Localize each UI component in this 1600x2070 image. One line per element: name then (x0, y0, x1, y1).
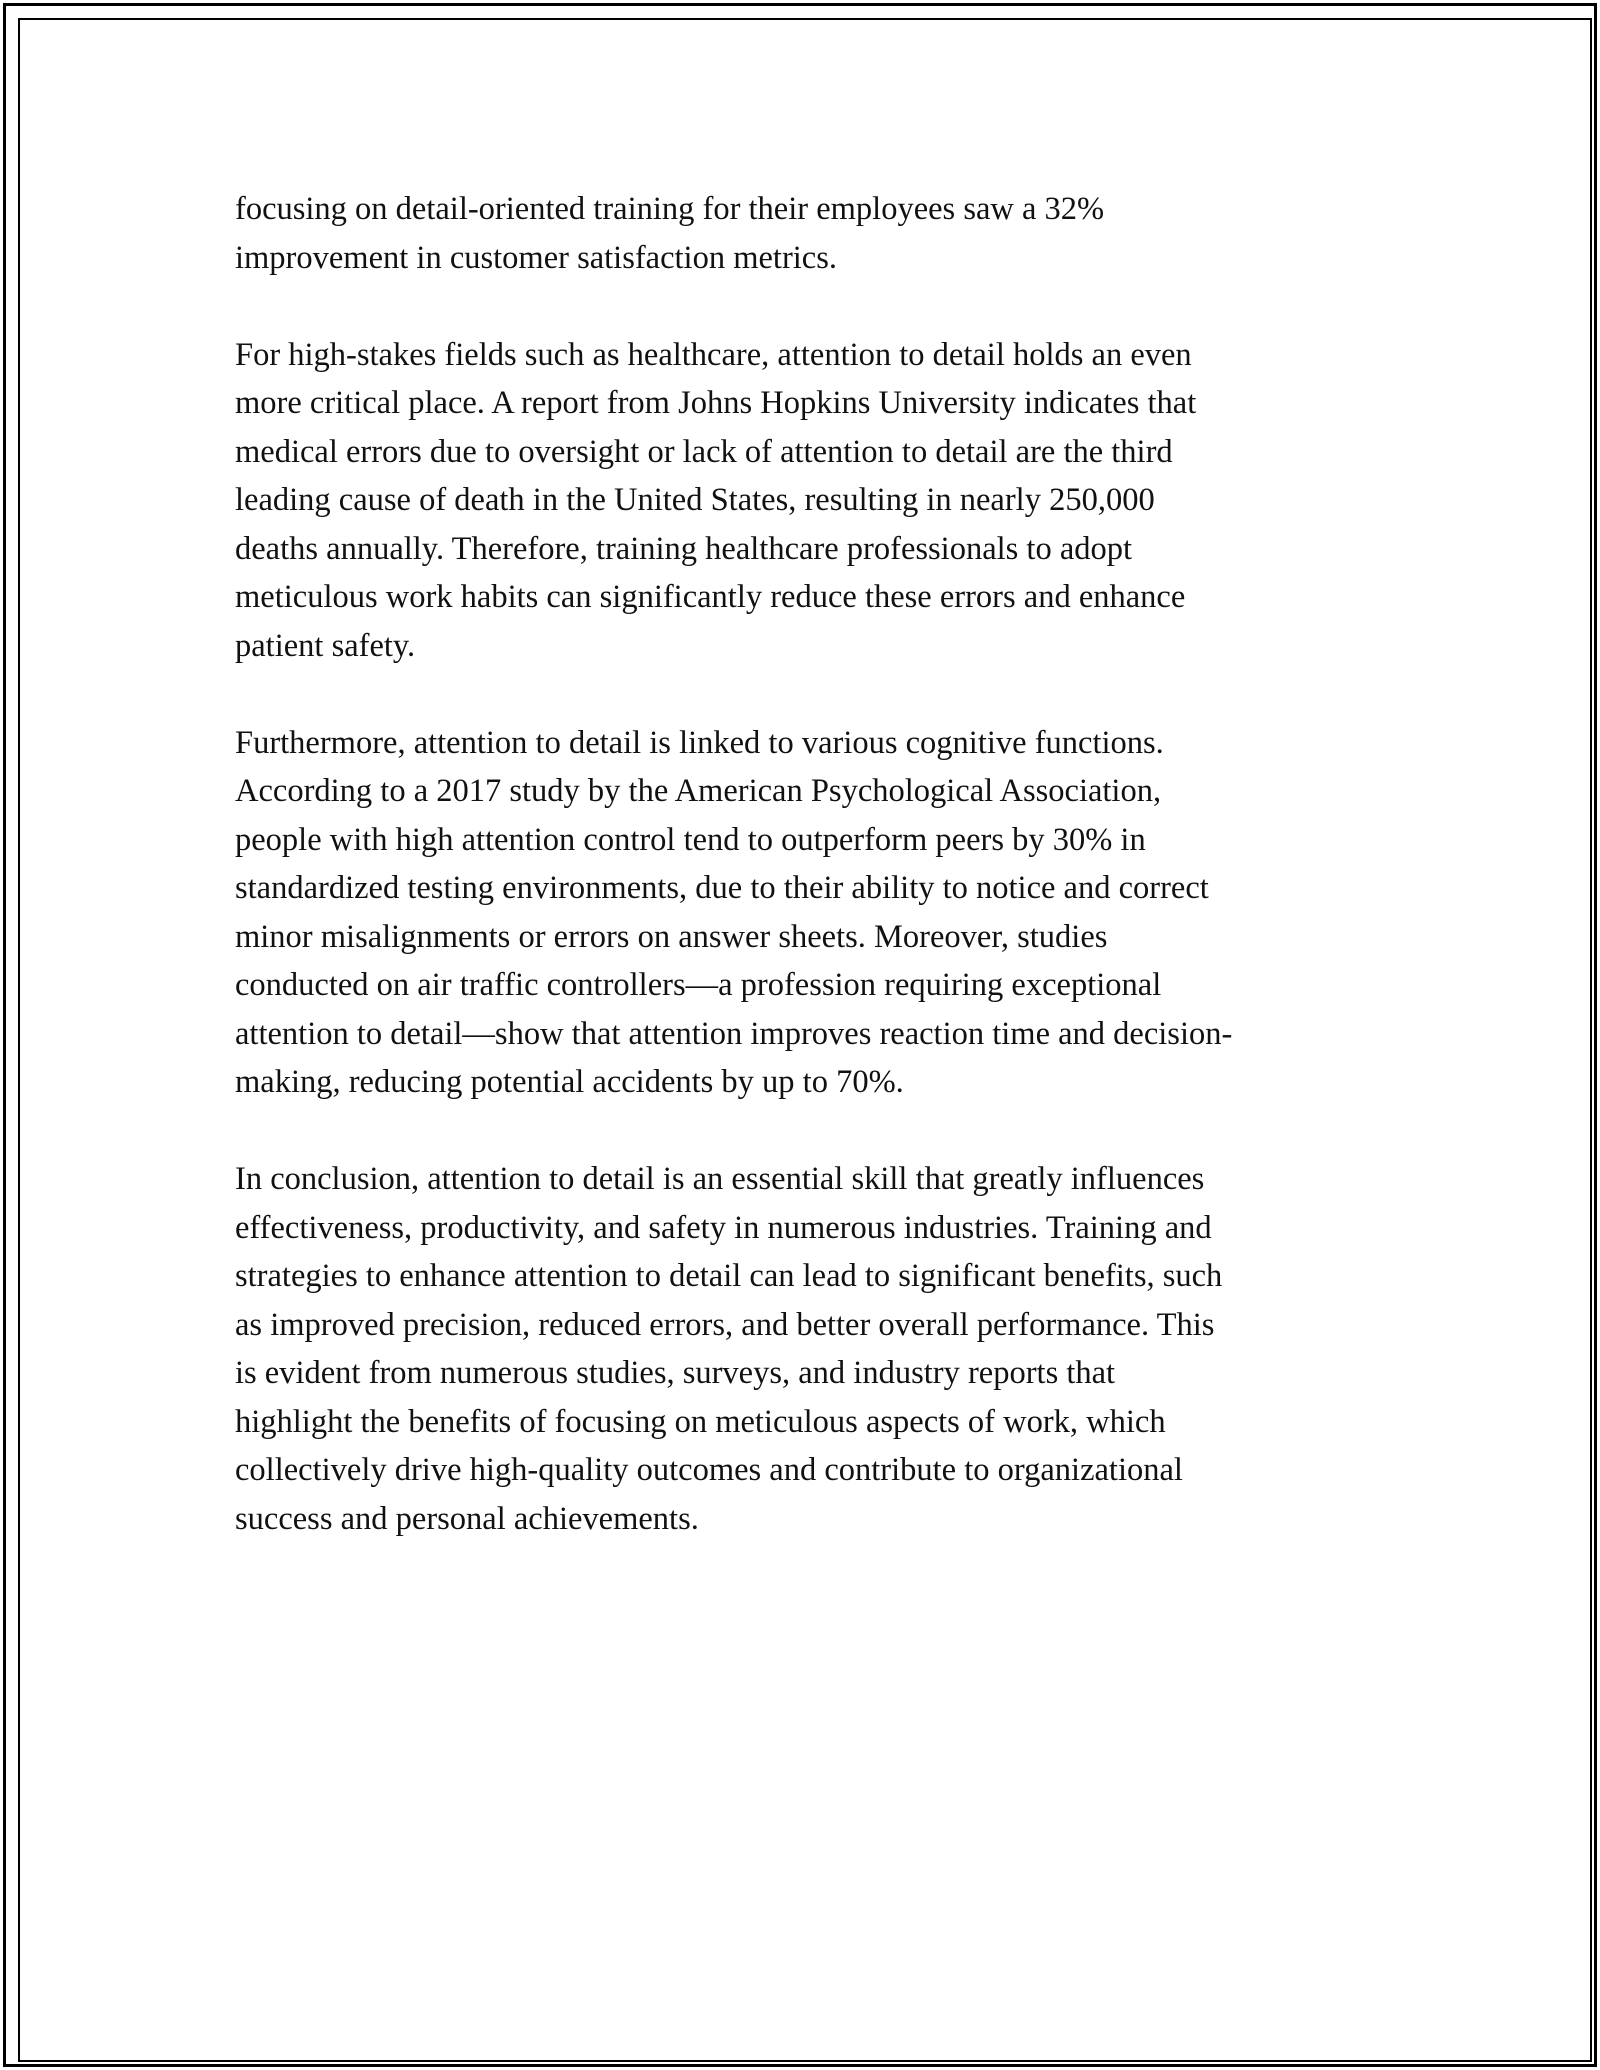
paragraph-conclusion: In conclusion, attention to detail is an essential skill that greatly influences effectiveness, productivity, and safety in numerous industries. Training and strategies to enhance attention to detail can lead to significant benefits, such as improved precision, reduced errors, and better overall performance. This is evident from numerous studies, surveys, and industry reports that highlight the benefits of focusing on meticulous aspects of work, which collectively drive high-quality outcomes and contribute to organizational success and personal achievements. (235, 1161, 1223, 1537)
paragraph-healthcare: For high-stakes fields such as healthcare, attention to detail holds an even more critical place. A report from Johns Hopkins University indicates that medical errors due to oversight or lack of attention to detail are the third leading cause of death in the United States, resulting in nearly 250,000 deaths annually. Therefore, training healthcare professionals to adopt meticulous work habits can significantly reduce these errors and enhance patient safety. (235, 336, 1197, 664)
document-body (235, 185, 1365, 1592)
paragraph-cognitive-functions: Furthermore, attention to detail is linked to various cognitive functions. According to a 2017 study by the American Psychological Association, people with high attention control tend to outperform peers by 30% in standardized testing environments, due to their ability to notice and correct minor misalignments or errors on answer sheets. Moreover, studies conducted on air traffic controllers—a profession requiring exceptional attention to detail—show that attention improves reaction time and decision- making, reducing potential accidents by up to 70%. (235, 724, 1233, 1100)
paragraph-customer-satisfaction: focusing on detail-oriented training for their employees saw a 32% improvement in customer satisfaction metrics. (235, 191, 1105, 276)
